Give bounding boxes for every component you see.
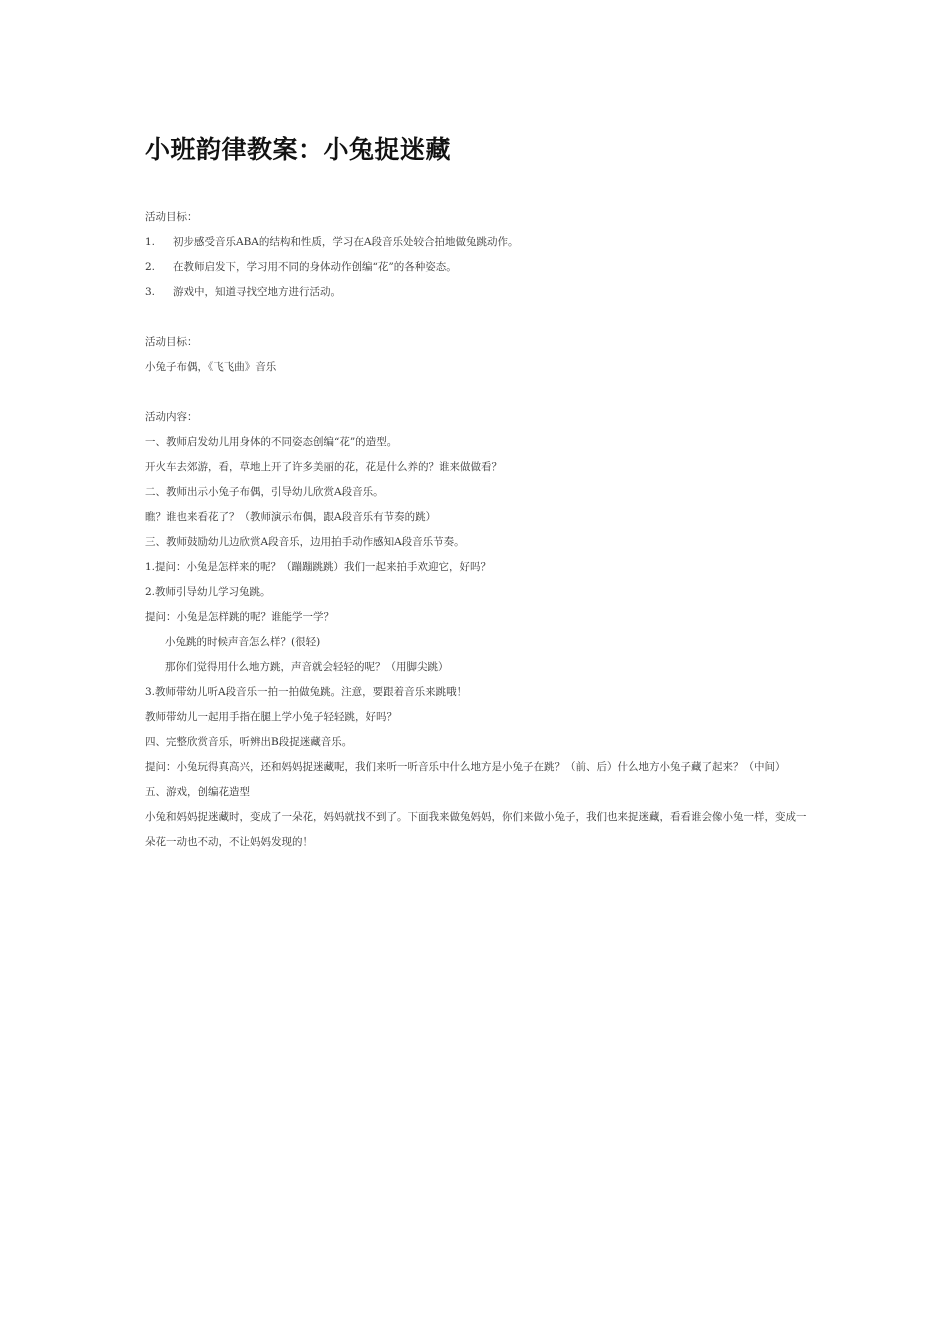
goal-item-2	[145, 255, 815, 280]
spacer	[145, 305, 815, 330]
content-line: 二、教师出示小兔子布偶，引导幼儿欣赏A段音乐。	[145, 486, 384, 498]
content-line: 一、教师启发幼儿用身体的不同姿态创编“花”的造型。	[145, 436, 398, 448]
content-line: 四、完整欣赏音乐，听辨出B段捉迷藏音乐。	[145, 736, 353, 748]
goal-number: 2.	[145, 261, 156, 273]
goal-item-3	[145, 280, 815, 305]
content-line: 2.教师引导幼儿学习兔跳。	[145, 586, 271, 598]
content-line: 1.提问：小兔是怎样来的呢？（蹦蹦跳跳）我们一起来拍手欢迎它，好吗？	[145, 561, 492, 573]
document-page	[145, 130, 815, 855]
goals-heading: 活动目标：	[145, 211, 198, 223]
content-line: 开火车去郊游，看，草地上开了许多美丽的花，花是什么养的？谁来做做看？	[145, 461, 502, 473]
content-line: 提问：小兔是怎样跳的呢？谁能学一学？	[145, 611, 334, 623]
page-title: 小班韵律教案：小兔捉迷藏	[145, 135, 452, 164]
content-line: 教师带幼儿一起用手指在腿上学小兔子轻轻跳，好吗？	[145, 711, 397, 723]
goal-text: 初步感受音乐ABA的结构和性质，学习在A段音乐处较合拍地做兔跳动作。	[173, 236, 519, 248]
content-line: 提问：小兔玩得真高兴，还和妈妈捉迷藏呢，我们来听一听音乐中什么地方是小兔子在跳？（前、后）什么地方小兔子藏了起来？（中间）	[145, 761, 786, 773]
goal-text: 在教师启发下，学习用不同的身体动作创编“花”的各种姿态。	[173, 261, 457, 273]
content-line: 三、教师鼓励幼儿边欣赏A段音乐，边用拍手动作感知A段音乐节奏。	[145, 536, 465, 548]
content-line: 五、游戏，创编花造型	[145, 786, 250, 798]
goal-item-1	[145, 230, 815, 255]
content-line: 瞧？谁也来看花了？（教师演示布偶，跟A段音乐有节奏的跳）	[145, 511, 437, 523]
content-line: 小兔跳的时候声音怎么样？(很轻)	[165, 636, 321, 648]
goal-text: 游戏中，知道寻找空地方进行活动。	[173, 286, 341, 298]
goal-number: 3.	[145, 286, 156, 298]
content-line: 那你们觉得用什么地方跳，声音就会轻轻的呢？（用脚尖跳）	[165, 661, 449, 673]
spacer	[145, 380, 815, 405]
goal-number: 1.	[145, 236, 156, 248]
content-heading: 活动内容：	[145, 411, 198, 423]
prep-heading: 活动目标：	[145, 336, 198, 348]
content-line: 小兔和妈妈捉迷藏时，变成了一朵花，妈妈就找不到了。下面我来做兔妈妈，你们来做小兔子，我们也来捉迷藏，看看谁会像小兔一样，变成一朵花一动也不动，不让妈妈发现的！	[145, 811, 807, 848]
content-line: 3.教师带幼儿听A段音乐一拍一拍做兔跳。注意，要跟着音乐来跳哦！	[145, 686, 468, 698]
prep-text: 小兔子布偶，《飞飞曲》音乐	[145, 361, 277, 373]
